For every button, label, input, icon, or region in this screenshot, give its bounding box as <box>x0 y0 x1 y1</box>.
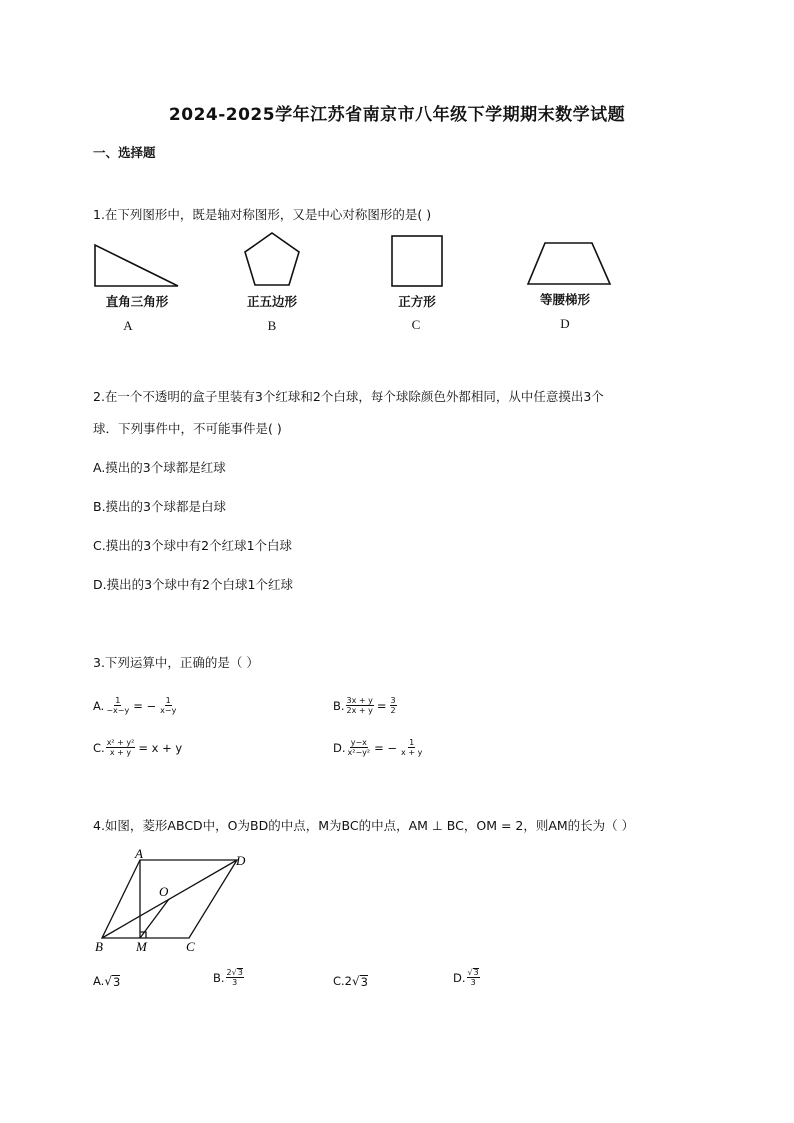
option-label: D. <box>453 970 466 985</box>
right-triangle-figure <box>95 245 178 286</box>
section-heading: 一、选择题 <box>93 145 156 160</box>
option-label: A. <box>93 974 105 988</box>
denominator: x + y <box>401 748 423 757</box>
fraction <box>346 696 374 715</box>
q2-option-c: C.摸出的3个球中有2个红球1个白球 <box>93 538 293 553</box>
numerator: 1 <box>409 738 415 747</box>
denominator: x−y <box>160 706 177 715</box>
regular-pentagon-figure <box>245 233 299 285</box>
sqrt-expression <box>468 968 479 977</box>
figure-letter-c: C <box>411 317 421 332</box>
numerator <box>226 968 244 978</box>
question-2-stem-line2: 球．下列事件中，不可能事件是( ) <box>93 421 282 436</box>
question-1-stem: 1.在下列图形中，既是轴对称图形，又是中心对称图形的是( ) <box>93 207 432 222</box>
radicand: 3 <box>360 974 368 989</box>
question-3-stem: 3.下列运算中，正确的是（ ） <box>93 655 259 670</box>
q1-figures <box>90 230 650 292</box>
question-2-stem-line1: 2.在一个不透明的盒子里装有3个红球和2个白球，每个球除颜色外都相同，从中任意摸出3个 <box>93 389 604 404</box>
point-label-d: D <box>236 853 246 868</box>
radicand: 3 <box>237 968 243 977</box>
sqrt-symbol: √ <box>231 968 237 977</box>
q2-option-b: B.摸出的3个球都是白球 <box>93 499 227 514</box>
coefficient: 2 <box>226 968 232 977</box>
figure-label-c: 正方形 <box>398 294 436 309</box>
figure-label-d: 等腰梯形 <box>539 292 590 307</box>
q3-option-a <box>93 696 178 715</box>
option-label: C. <box>93 740 105 755</box>
fraction <box>106 738 136 757</box>
diagonal-bd <box>102 860 237 938</box>
figure-label-b: 正五边形 <box>246 294 297 309</box>
point-label-o: O <box>159 884 169 899</box>
q4-option-c <box>333 974 368 988</box>
fraction <box>390 696 397 715</box>
numerator: 3 <box>390 696 396 705</box>
equals-sign: = <box>376 698 387 713</box>
point-label-b: B <box>95 939 103 954</box>
sqrt-expression <box>232 968 243 977</box>
point-label-m: M <box>136 939 147 954</box>
q3-option-b <box>333 696 398 715</box>
square-figure <box>392 236 442 286</box>
numerator: x² + y² <box>106 738 135 747</box>
radicand: 3 <box>112 974 121 989</box>
equals-expression: = x + y <box>138 740 183 755</box>
option-label: B. <box>213 970 225 985</box>
denominator: 3 <box>470 978 476 987</box>
numerator: y−x <box>350 738 367 747</box>
numerator: 1 <box>115 696 121 705</box>
fraction <box>400 738 423 757</box>
isosceles-trapezoid-figure <box>528 243 610 284</box>
denominator: 2 <box>390 706 396 715</box>
sqrt-symbol: √ <box>467 968 473 977</box>
fraction <box>226 968 244 987</box>
figure-letter-d: D <box>560 316 570 331</box>
point-label-c: C <box>186 939 195 954</box>
numerator: 3x + y <box>346 696 373 705</box>
rhombus-diagram <box>92 848 262 956</box>
page-title: 2024-2025学年江苏省南京市八年级下学期期末数学试题 <box>168 105 626 125</box>
fraction <box>105 696 130 715</box>
fraction <box>159 696 177 715</box>
denominator: x²−y² <box>347 748 371 757</box>
radicand: 3 <box>473 968 479 977</box>
q4-option-b <box>213 968 245 987</box>
q4-option-a <box>93 974 120 988</box>
q3-option-d <box>333 738 424 757</box>
figure-label-a: 直角三角形 <box>105 294 169 309</box>
equals-sign: = − <box>374 740 398 755</box>
denominator: 2x + y <box>346 706 373 715</box>
denominator: x + y <box>109 748 132 757</box>
numerator <box>467 968 480 978</box>
option-label: A. <box>93 698 105 713</box>
sqrt-expression <box>104 974 120 988</box>
option-label: C.2 <box>333 974 353 988</box>
option-label: D. <box>333 740 346 755</box>
q4-option-d <box>453 968 481 987</box>
equals-sign: = − <box>133 698 157 713</box>
q2-option-d: D.摸出的3个球中有2个白球1个红球 <box>93 577 293 592</box>
denominator: 3 <box>232 978 238 987</box>
question-4-stem: 4.如图，菱形ABCD中，O为BD的中点，M为BC的中点，AM ⊥ BC，OM = 2，则AM的长为（ ） <box>93 818 635 833</box>
q2-option-a: A.摸出的3个球都是红球 <box>93 460 226 475</box>
figure-letter-a: A <box>123 318 133 333</box>
fraction <box>467 968 480 987</box>
sqrt-symbol: √ <box>352 974 360 988</box>
denominator: −x−y <box>106 706 130 715</box>
figure-letter-b: B <box>267 318 277 333</box>
fraction <box>347 738 372 757</box>
sqrt-symbol: √ <box>104 974 112 988</box>
sqrt-expression <box>352 974 368 988</box>
numerator: 1 <box>165 696 171 705</box>
point-label-a: A <box>135 848 143 861</box>
option-label: B. <box>333 698 345 713</box>
q3-option-c <box>93 738 182 757</box>
